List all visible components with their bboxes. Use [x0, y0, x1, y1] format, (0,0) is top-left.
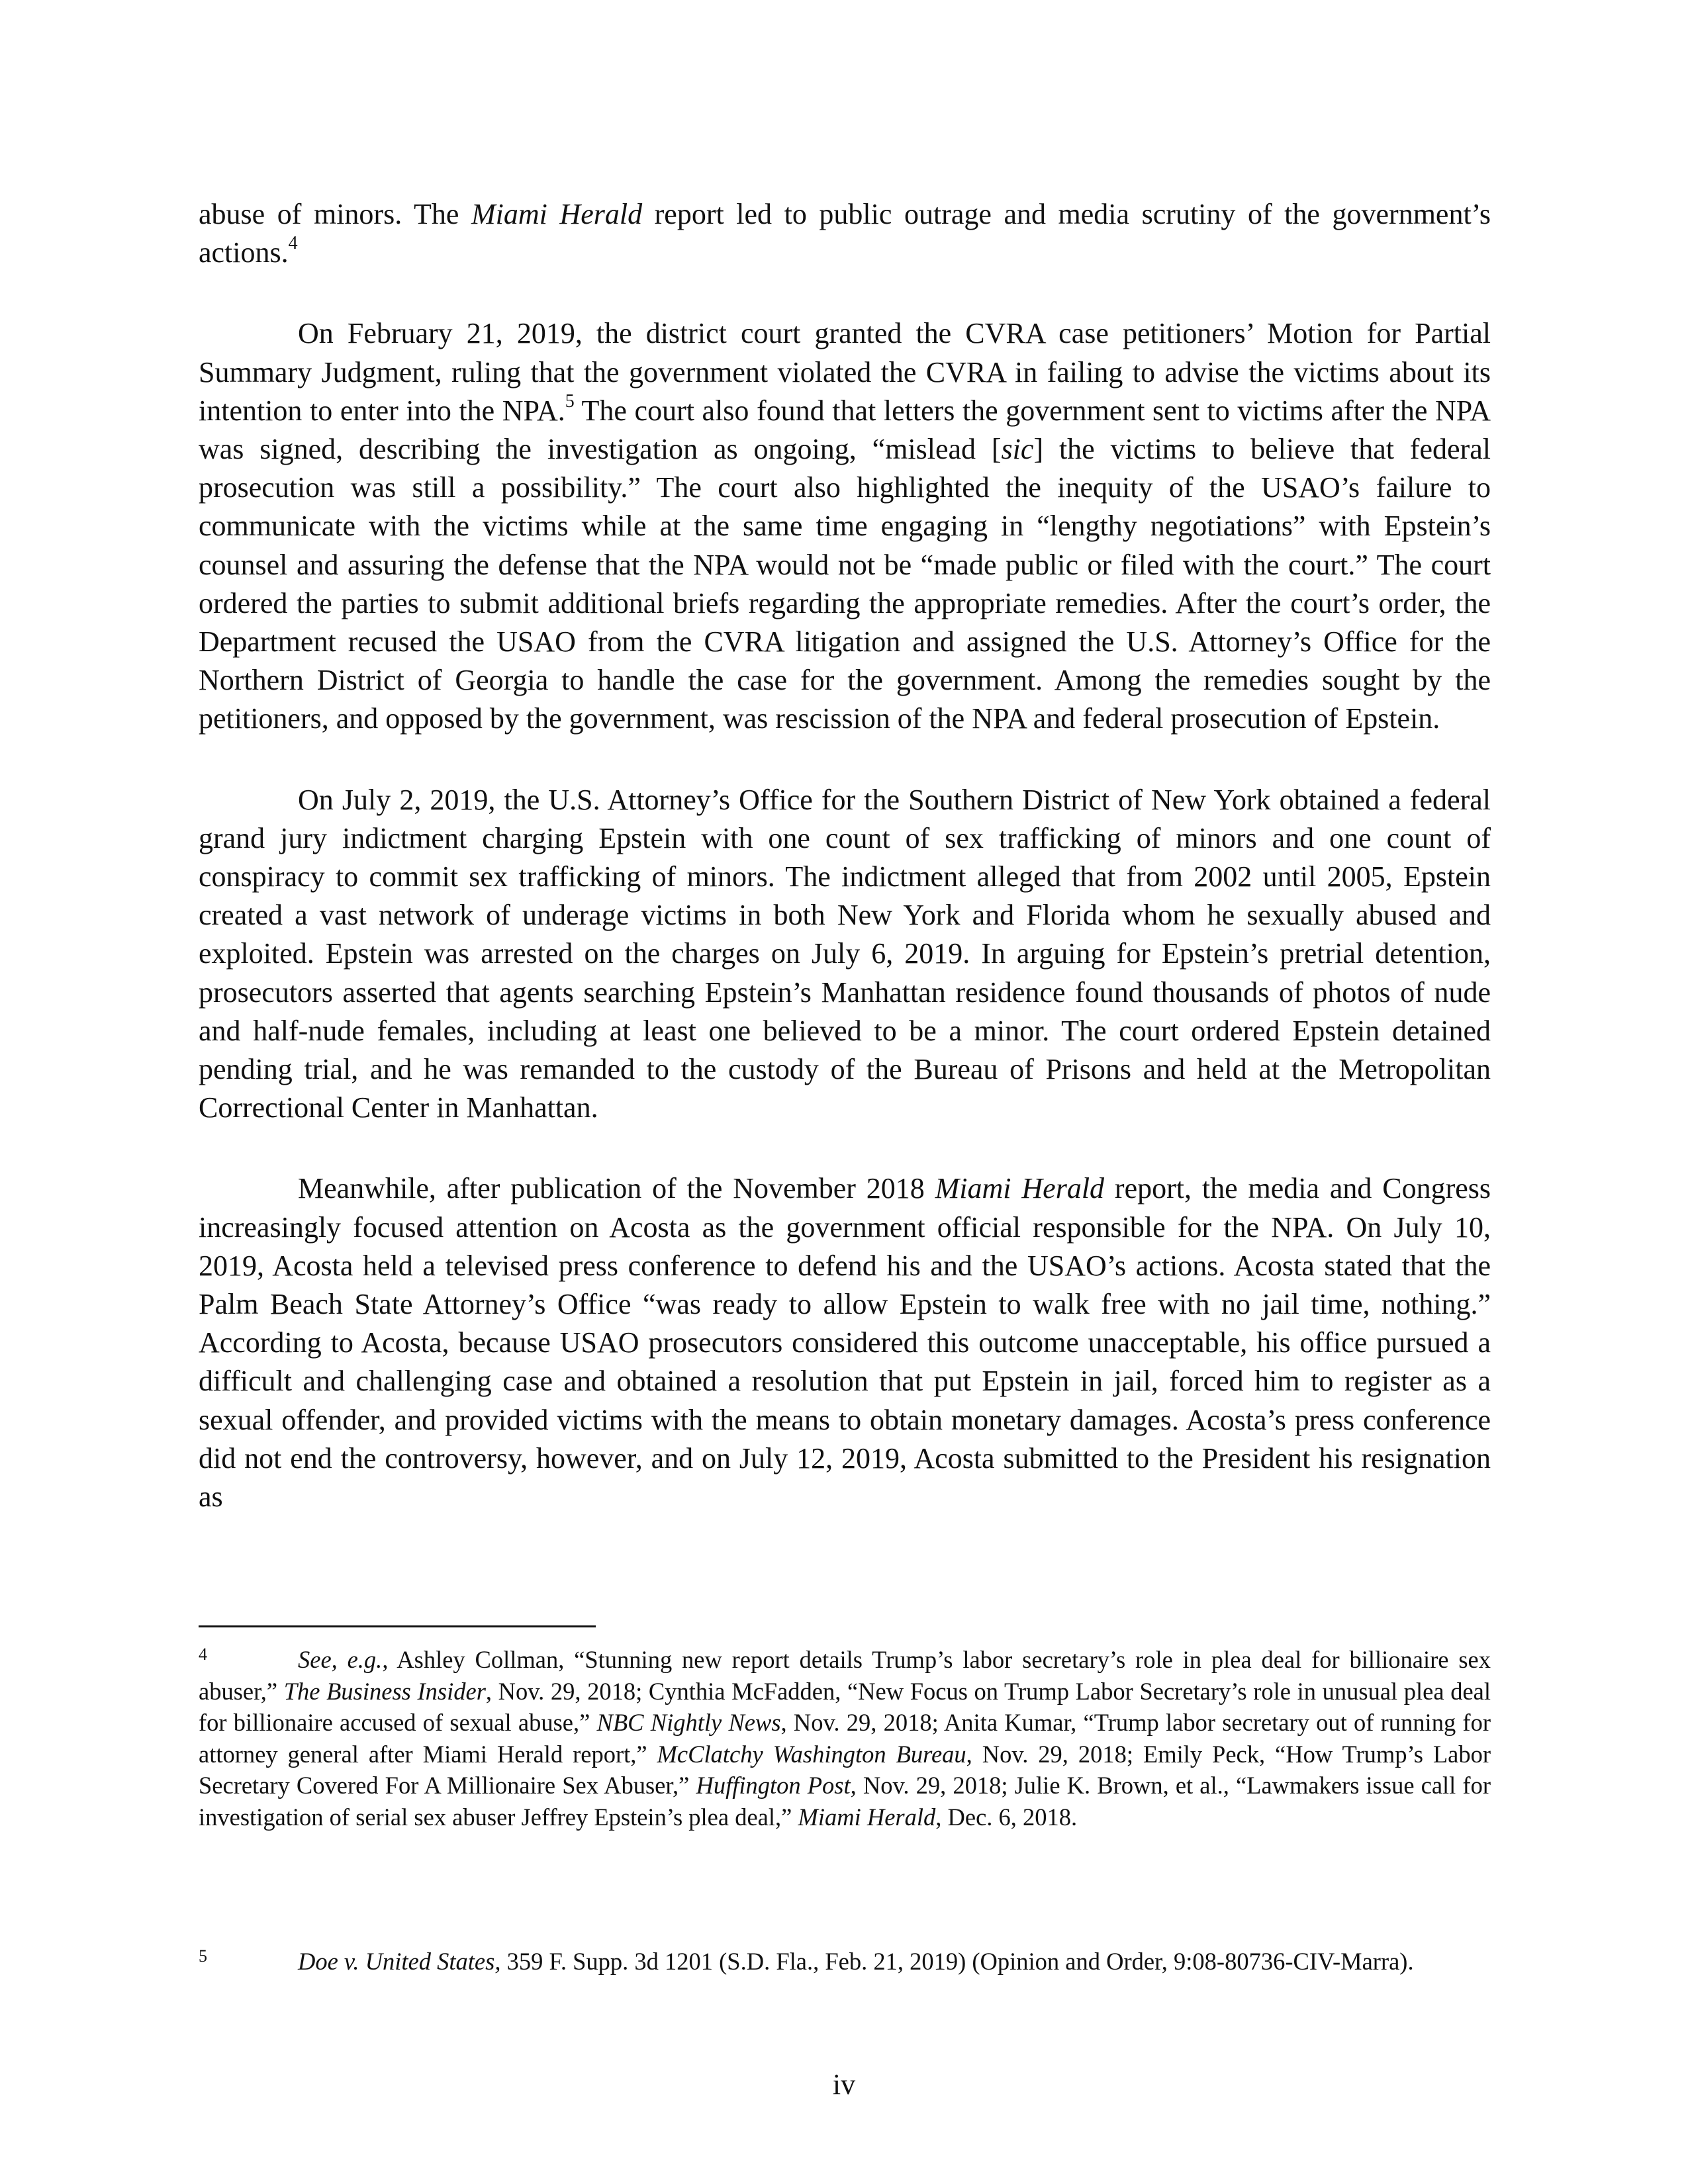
- text-run: , Nov. 29, 2018; Julie K. Brown, et al., “Lawmakers issue call for investigation of serial sex abuser Jeffrey Epstein’s plea deal,”: [199, 1772, 1491, 1831]
- text-run: On February 21, 2019, the district court granted the CVRA case petitioners’ Motion for Partial Summary Judgment, ruling that the government violated the CVRA in failing to advise the victims about its intention to enter into the NPA.: [199, 317, 1491, 427]
- footnote-5: [199, 1946, 1491, 1978]
- italic-publication: Huffington Post: [696, 1772, 851, 1799]
- text-run: abuse of minors. The: [199, 198, 471, 230]
- italic-publication: McClatchy Washington Bureau: [657, 1740, 966, 1768]
- text-run: The court also found that letters the government sent to victims after the NPA was signed, describing the investigation as ongoing, “mislead [: [199, 394, 1491, 466]
- text-run: , Nov. 29, 2018; Emily Peck, “How Trump’s Labor Secretary Covered For A Millionaire Sex Abuser,”: [199, 1740, 1491, 1799]
- text-run: , Nov. 29, 2018; Cynthia McFadden, “New Focus on Trump Labor Secretary’s role in unusual plea deal for billionaire accused of sexual abuse,”: [199, 1677, 1491, 1736]
- footnote-5-text: [199, 1946, 1491, 1978]
- italic-case-name: Doe v. United States,: [298, 1948, 501, 1975]
- text-run: report led to public outrage and media scrutiny of the government’s actions.: [199, 198, 1491, 269]
- footnote-4: [199, 1644, 1491, 1833]
- italic-publication: Miami Herald: [935, 1172, 1105, 1205]
- italic-publication: Miami Herald: [471, 198, 643, 230]
- text-run: , Nov. 29, 2018; Anita Kumar, “Trump labor secretary out of running for attorney general after Miami Herald report,”: [199, 1709, 1491, 1768]
- italic-publication: NBC Nightly News: [596, 1709, 781, 1736]
- footnote-separator: [199, 1625, 596, 1627]
- paragraph-3: On July 2, 2019, the U.S. Attorney’s Office for the Southern District of New York obtained a federal grand jury indictment charging Epstein with one count of sex trafficking of minors and one count of conspiracy to commit sex trafficking of minors. The indictment alleged that from 2002 until 2005, Epstein created a vast network of underage victims in both New York and Florida whom he sexually abused and exploited. Epstein was arrested on the charges on July 6, 2019. In arguing for Epstein’s pretrial detention, prosecutors asserted that agents searching Epstein’s Manhattan residence found thousands of photos of nude and half-nude females, including at least one believed to be a minor. The court ordered Epstein detained pending trial, and he was remanded to the custody of the Bureau of Prisons and held at the Metropolitan Correctional Center in Manhattan.: [199, 783, 1491, 1124]
- footnote-number: 4: [199, 1645, 207, 1664]
- italic-publication: Miami Herald: [798, 1803, 936, 1831]
- body-text: [199, 195, 1491, 1516]
- footnote-number: 5: [199, 1946, 207, 1966]
- footnote-ref-5[interactable]: 5: [565, 390, 575, 412]
- page-number: iv: [832, 2068, 856, 2101]
- text-run: report, the media and Congress increasingly focused attention on Acosta as the government official responsible for the NPA. On July 10, 2019, Acosta held a televised press conference to defend his and the USAO’s actions. Acosta stated that the Palm Beach State Attorney’s Office “was ready to allow Epstein to walk free with no jail time, nothing.” According to Acosta, because USAO prosecutors considered this outcome unacceptable, his office pursued a difficult and challenging case and obtained a resolution that put Epstein in jail, forced him to register as a sexual offender, and provided victims with the means to obtain monetary damages. Acosta’s press conference did not end the controversy, however, and on July 12, 2019, Acosta submitted to the President his resignation as: [199, 1172, 1491, 1514]
- italic-publication: The Business Insider: [283, 1677, 486, 1705]
- text-run: See, e.g.: [298, 1646, 383, 1673]
- paragraph-1: [199, 195, 1491, 272]
- text-run: , Ashley Collman, “Stunning new report details Trump’s labor secretary’s role in plea deal for billionaire sex abuser,”: [199, 1646, 1491, 1705]
- text-run: ] the victims to believe that federal prosecution was still a possibility.” The court also highlighted the inequity of the USAO’s failure to communicate with the victims while at the same time engaging in “lengthy negotiations” with Epstein’s counsel and assuring the defense that the NPA would not be “made public or filed with the court.” The court ordered the parties to submit additional briefs regarding the appropriate remedies. After the court’s order, the Department recused the USAO from the CVRA litigation and assigned the U.S. Attorney’s Office for the Northern District of Georgia to handle the case for the government. Among the remedies sought by the petitioners, and opposed by the government, was rescission of the NPA and federal prosecution of Epstein.: [199, 433, 1491, 735]
- footnote-ref-4[interactable]: 4: [288, 233, 298, 254]
- paragraph-4: [199, 1169, 1491, 1516]
- text-run: 359 F. Supp. 3d 1201 (S.D. Fla., Feb. 21, 2019) (Opinion and Order, 9:08-80736-CIV-Marra).: [500, 1948, 1414, 1975]
- footnote-4-text: [199, 1644, 1491, 1833]
- paragraph-2: [199, 314, 1491, 738]
- text-run: , Dec. 6, 2018.: [935, 1803, 1078, 1831]
- text-run: Meanwhile, after publication of the November 2018: [298, 1172, 935, 1205]
- italic-sic: sic: [1001, 433, 1034, 466]
